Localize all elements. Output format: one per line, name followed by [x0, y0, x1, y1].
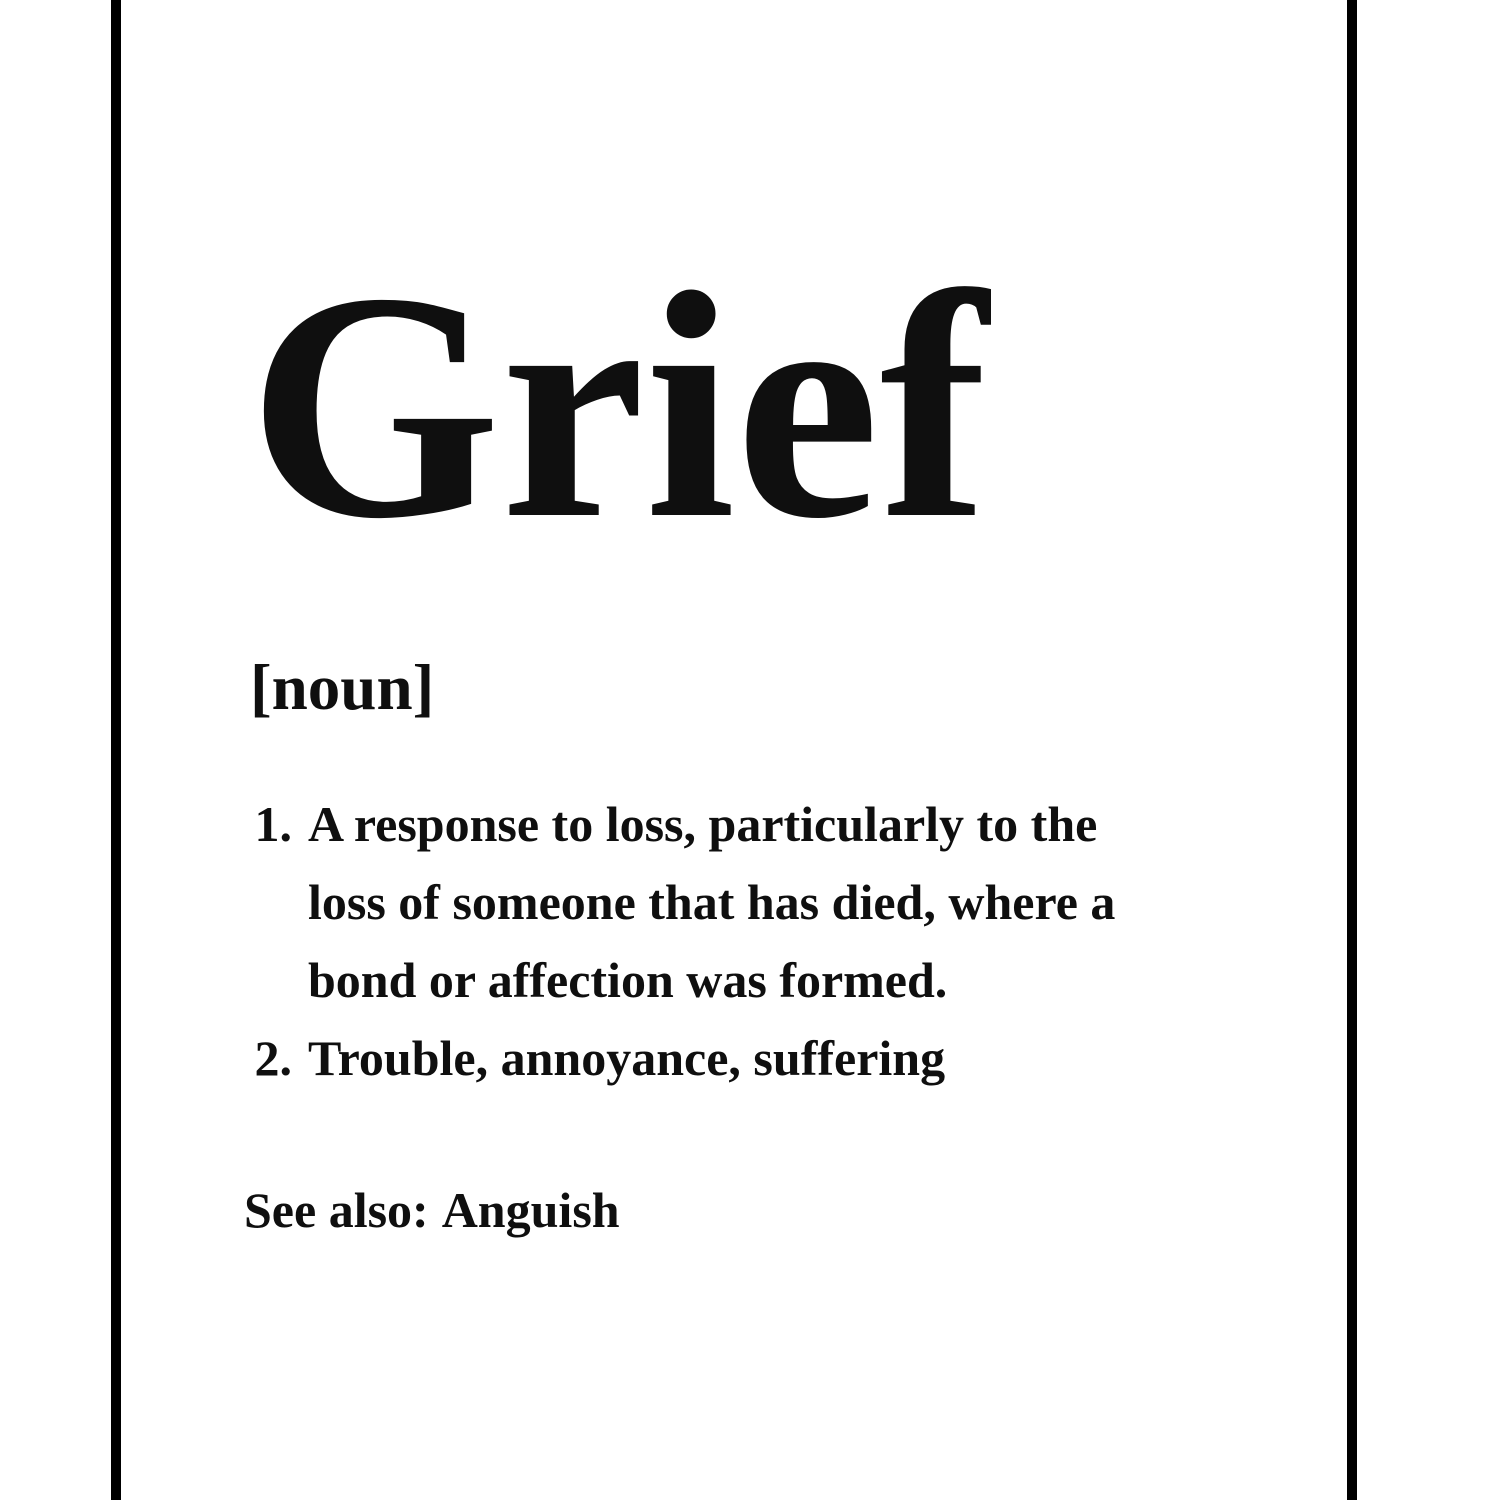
- definition-item-1: [230, 785, 1115, 1019]
- definition-1-line-3: bond or affection was formed.: [308, 952, 948, 1008]
- definitions-list: [230, 785, 1115, 1097]
- definition-item-2: [230, 1019, 1115, 1097]
- see-also-label: See also:: [244, 1182, 429, 1238]
- word-title: Grief: [248, 226, 988, 586]
- definition-2-line-1: Trouble, annoyance, suffering: [308, 1030, 946, 1086]
- right-border-line: [1347, 0, 1357, 1500]
- see-also-term: Anguish: [441, 1182, 620, 1238]
- definition-1-line-1: A response to loss, particularly to the: [308, 796, 1098, 852]
- left-border-line: [111, 0, 121, 1500]
- definition-1-text: [308, 785, 1115, 1019]
- part-of-speech-label: [noun]: [250, 652, 435, 724]
- definition-1-number: 1.: [254, 796, 292, 852]
- see-also: [244, 1180, 620, 1240]
- definition-1-line-2: loss of someone that has died, where a: [308, 874, 1116, 930]
- definition-2-text: [308, 1019, 945, 1097]
- definition-2-number: 2.: [254, 1030, 292, 1086]
